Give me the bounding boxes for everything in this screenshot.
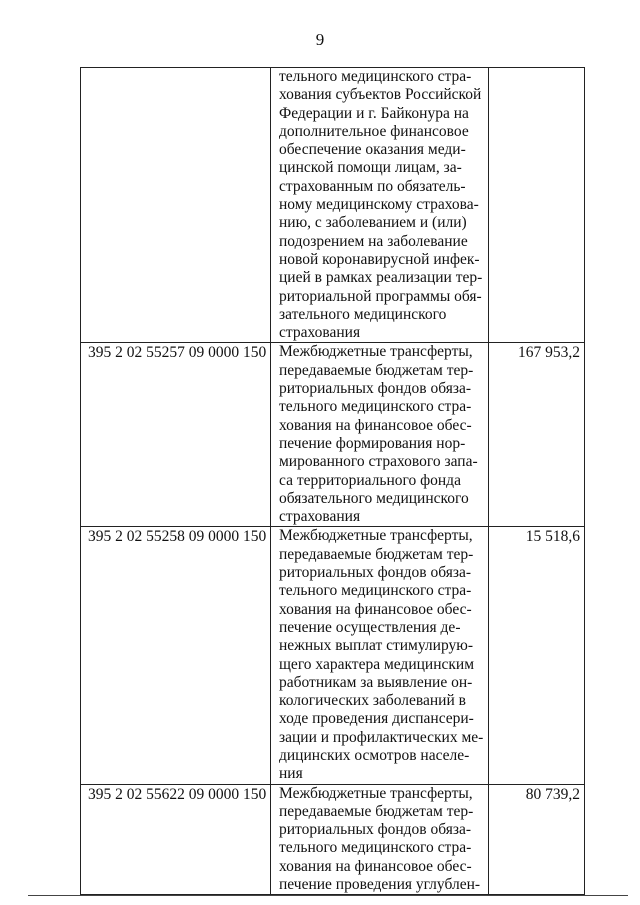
- description-line: тельного медицинского стра-: [279, 582, 472, 600]
- page-number: 9: [315, 30, 325, 49]
- budget-code-cell: 395 2 02 55257 09 0000 150: [81, 343, 271, 527]
- description-line: риториальных фондов обяза-: [279, 821, 472, 839]
- description-line: зательного медицинского: [279, 305, 447, 323]
- description-line: риториальных фондов обяза-: [279, 380, 472, 398]
- description-line: печение формирования нор-: [279, 434, 466, 452]
- description-line: хования субъектов Российской: [279, 86, 482, 104]
- description-line: дицинских осмотров населе-: [279, 746, 470, 764]
- description-line: передаваемые бюджетам тер-: [279, 545, 474, 563]
- description-line: риториальных фондов обяза-: [279, 564, 472, 582]
- budget-table: [80, 67, 585, 895]
- description-line: страхования: [279, 324, 361, 342]
- footer-rule: [28, 895, 628, 896]
- amount-cell: [489, 68, 585, 343]
- description-line: мированного страхового запа-: [279, 453, 478, 471]
- table-row: [81, 343, 585, 527]
- description-line: хования на финансовое обес-: [279, 600, 472, 618]
- description-line: обеспечение оказания меди-: [279, 141, 466, 159]
- description-cell: [271, 343, 489, 527]
- description-cell: [271, 527, 489, 784]
- description-line: са территориального фонда: [279, 471, 461, 489]
- description-line: тельного медицинского стра-: [279, 839, 472, 857]
- amount-cell: 15 518,6: [489, 527, 585, 784]
- description-line: печение осуществления де-: [279, 618, 461, 636]
- description-line: хования на финансовое обес-: [279, 416, 472, 434]
- description-line: зации и профилактических ме-: [279, 728, 484, 746]
- description-line: тельного медицинского стра-: [279, 68, 472, 85]
- description-line: нежных выплат стимулирую-: [279, 637, 473, 655]
- table-row: [81, 784, 585, 895]
- description-line: страхования: [279, 508, 361, 526]
- description-line: новой коронавирусной инфек-: [279, 250, 480, 268]
- description-line: ходе проведения диспансери-: [279, 710, 474, 728]
- description-line: цинской помощи лицам, за-: [279, 159, 462, 177]
- table-row: [81, 68, 585, 343]
- description-line: тельного медицинского стра-: [279, 398, 472, 416]
- description-line: кологических заболеваний в: [279, 692, 466, 710]
- description-line: Федерации и г. Байконура на: [279, 104, 469, 122]
- budget-code-cell: 395 2 02 55258 09 0000 150: [81, 527, 271, 784]
- description-line: обязательного медицинского: [279, 489, 469, 507]
- description-cell: [271, 784, 489, 895]
- description-line: ния: [279, 765, 303, 783]
- description-line: передаваемые бюджетам тер-: [279, 802, 474, 820]
- description-line: страхованным по обязатель-: [279, 177, 466, 195]
- description-line: дополнительное финансовое: [279, 122, 469, 140]
- description-line: щего характера медицинским: [279, 655, 475, 673]
- description-line: подозрением на заболевание: [279, 232, 468, 250]
- description-line: нию, с заболеванием и (или): [279, 214, 467, 232]
- budget-code-cell: 395 2 02 55622 09 0000 150: [81, 784, 271, 895]
- description-line: ному медицинскому страхова-: [279, 196, 479, 214]
- description-line: риториальной программы обя-: [279, 287, 482, 305]
- description-line: передаваемые бюджетам тер-: [279, 361, 474, 379]
- table-row: [81, 527, 585, 784]
- description-line: цией в рамках реализации тер-: [279, 269, 483, 287]
- description-line: Межбюджетные трансферты,: [279, 527, 473, 545]
- description-line: работникам за выявление он-: [279, 673, 473, 691]
- description-line: печение проведения углублен-: [279, 876, 481, 894]
- description-line: Межбюджетные трансферты,: [279, 343, 473, 361]
- budget-table-body: [81, 68, 585, 895]
- amount-cell: 80 739,2: [489, 784, 585, 895]
- description-line: хования на финансовое обес-: [279, 857, 472, 875]
- description-line: Межбюджетные трансферты,: [279, 784, 473, 802]
- amount-cell: 167 953,2: [489, 343, 585, 527]
- description-cell: [271, 68, 489, 343]
- budget-code-cell: [81, 68, 271, 343]
